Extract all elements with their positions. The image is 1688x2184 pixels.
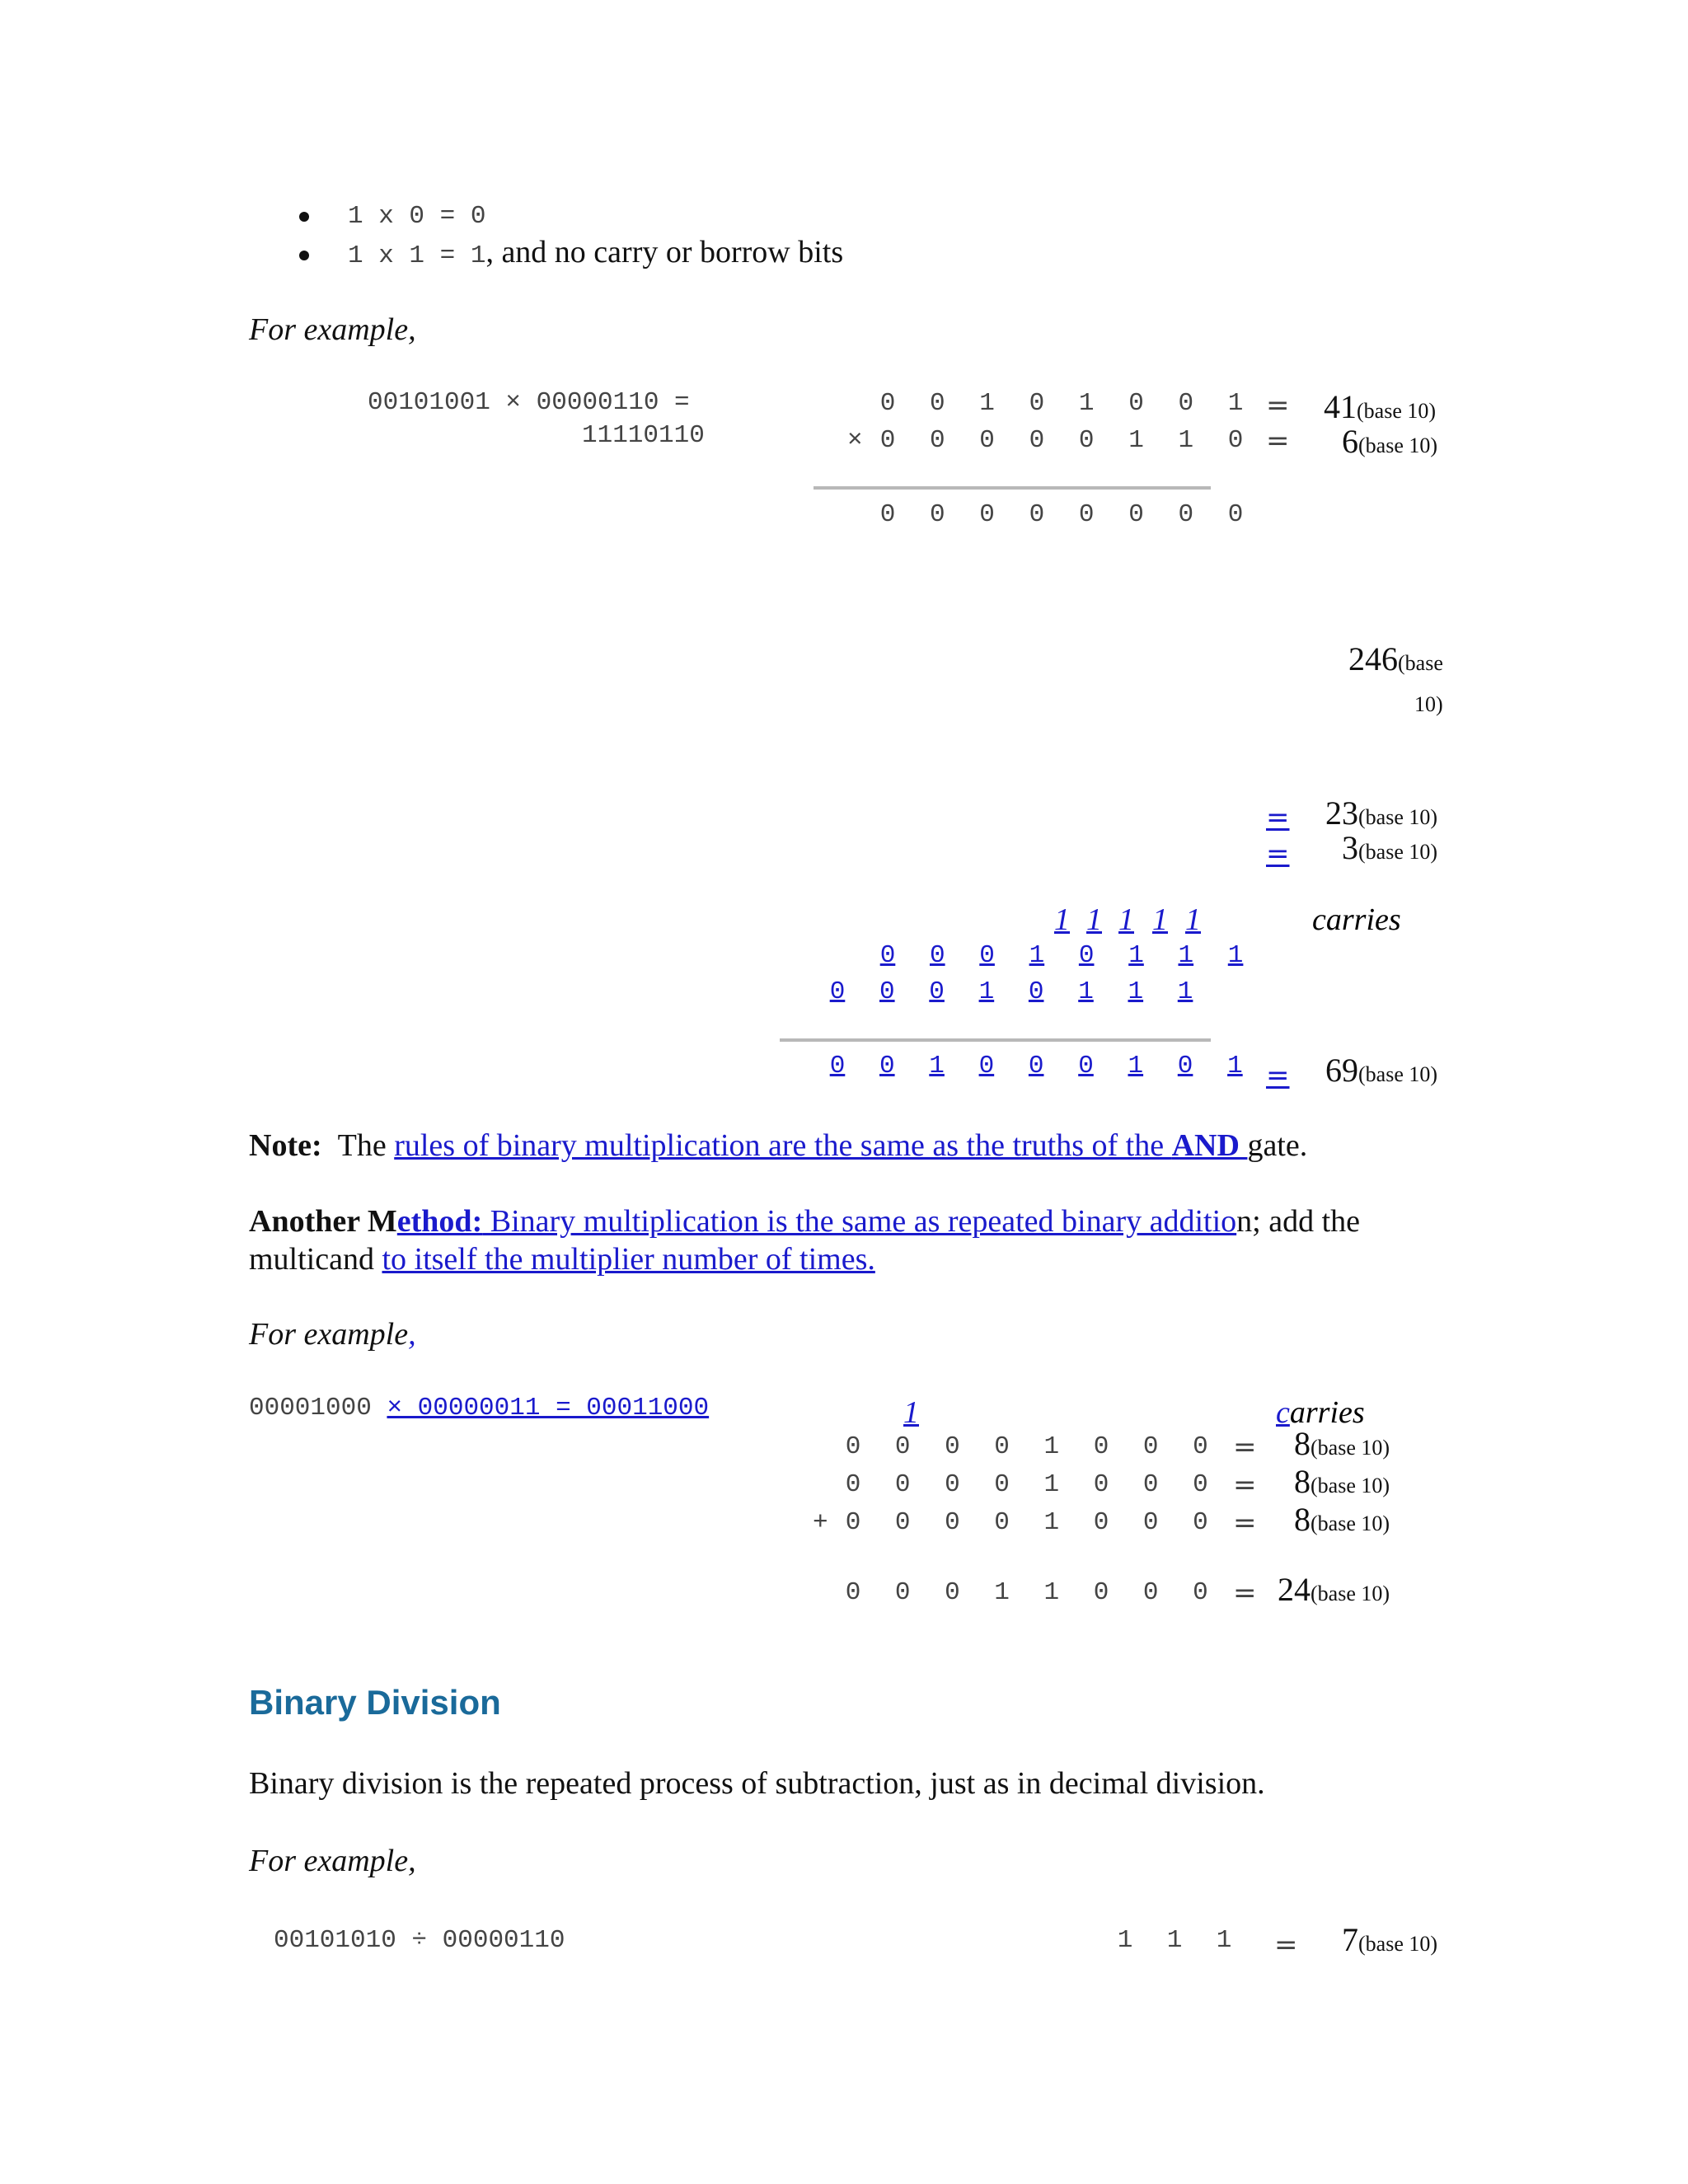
carry-digit[interactable]: 1 (1118, 902, 1134, 937)
binary-digit: 0 (845, 1578, 861, 1607)
for-example-label: For example, (249, 312, 416, 347)
value-number: 246 (1348, 640, 1398, 677)
binary-digit: 1 (1043, 1470, 1060, 1499)
binary-digit: 1 (979, 389, 995, 418)
binary-digit: 0 (1178, 500, 1194, 529)
another-method-line-1 (249, 1203, 1360, 1240)
binary-digit: 0 (994, 1470, 1010, 1499)
example1-value-246 (1348, 640, 1443, 678)
bullet-rule-text-2: , and no carry or borrow bits (485, 235, 844, 269)
binary-digit[interactable]: 0 (1028, 1052, 1044, 1080)
binary-digit: 0 (994, 1432, 1010, 1461)
and-gate-link[interactable]: AND (1171, 1128, 1248, 1163)
binary-digit: 0 (945, 1432, 960, 1461)
example1-value-6 (1342, 422, 1437, 461)
binary-digit: 0 (1128, 500, 1144, 529)
binary-digit: 0 (929, 389, 945, 418)
binary-digit: 0 (1078, 500, 1095, 529)
division-expression: 00101010 ÷ 00000110 (274, 1926, 565, 1955)
binary-digit: 0 (894, 1432, 911, 1461)
value-number: 8 (1294, 1425, 1311, 1462)
base-label: (base 10) (1311, 1436, 1390, 1460)
another-method-line-2 (249, 1241, 875, 1277)
quotient-digit: 1 (1117, 1926, 1133, 1955)
example3-carry[interactable]: 1 (903, 1395, 919, 1430)
bullet-rule-2 (348, 234, 843, 270)
for-example-text: For example (249, 1317, 409, 1352)
another-method-label-link[interactable]: ethod: (396, 1204, 483, 1239)
value-number: 8 (1294, 1501, 1311, 1538)
carry-digit[interactable]: 1 (1185, 902, 1201, 937)
example2-sum-rule (780, 1038, 1211, 1042)
bullet-rule-code-2: 1 x 1 = 1 (348, 241, 486, 270)
binary-digit[interactable]: 0 (879, 941, 896, 970)
binary-digit: 1 (1078, 389, 1095, 418)
binary-digit[interactable]: 1 (1227, 941, 1244, 970)
binary-digit: 0 (929, 426, 945, 455)
note-suffix: gate. (1247, 1128, 1308, 1163)
binary-digit[interactable]: 0 (929, 941, 945, 970)
division-paragraph: Binary division is the repeated process of subtraction, just as in decimal division. (249, 1766, 1265, 1801)
binary-digit[interactable]: 0 (879, 977, 895, 1006)
base-label: (base (1398, 651, 1443, 675)
value-number: 69 (1325, 1052, 1358, 1089)
binary-digit: 1 (1227, 389, 1244, 418)
note-label: Note: (249, 1128, 322, 1163)
example2-equals-1[interactable]: = (1266, 801, 1290, 834)
example2-value-3 (1342, 828, 1437, 867)
binary-digit: 1 (994, 1578, 1010, 1607)
binary-digit: 0 (945, 1508, 960, 1537)
carry-digit[interactable]: 1 (1054, 902, 1070, 937)
binary-digit: 0 (979, 500, 995, 529)
binary-digit: 0 (1142, 1470, 1159, 1499)
example1-result: 11110110 (582, 421, 705, 450)
carries-rest: arries (1289, 1395, 1365, 1430)
binary-digit: 0 (1078, 426, 1095, 455)
binary-digit[interactable]: 0 (829, 1052, 846, 1080)
another-method-label: Another M (249, 1204, 397, 1239)
binary-digit: 0 (1142, 1508, 1159, 1537)
binary-digit: 0 (1029, 500, 1045, 529)
division-value-7 (1342, 1920, 1437, 1959)
binary-digit[interactable]: 1 (1177, 977, 1193, 1006)
binary-digit: 0 (845, 1470, 861, 1499)
value-number: 3 (1342, 829, 1358, 866)
note-paragraph (249, 1127, 1307, 1164)
bullet-dot-1 (299, 212, 309, 222)
plus-sign: + (813, 1508, 828, 1537)
binary-digit: 0 (1142, 1578, 1159, 1607)
binary-digit: 0 (845, 1432, 861, 1461)
binary-digit[interactable]: 0 (829, 977, 846, 1006)
binary-digit[interactable]: 1 (1227, 1052, 1243, 1080)
binary-digit: 0 (1142, 1432, 1159, 1461)
base-label: (base 10) (1358, 805, 1438, 829)
equals-sign: = (1233, 1469, 1257, 1502)
example3-expression-link[interactable]: × 00000011 = 00011000 (387, 1394, 710, 1422)
example2-value-23 (1325, 794, 1437, 832)
binary-digit[interactable]: 0 (978, 1052, 995, 1080)
example1-times-sign: × (847, 426, 863, 455)
base-label: (base 10) (1311, 1474, 1390, 1497)
binary-digit[interactable]: 1 (978, 977, 995, 1006)
binary-digit[interactable]: 0 (979, 941, 995, 970)
base-label: (base 10) (1358, 840, 1438, 864)
example3-expression (249, 1394, 709, 1422)
example3-expression-plain: 00001000 (249, 1394, 387, 1422)
example1-value-246-base-wrap: 10) (1414, 692, 1443, 716)
quotient-digit: 1 (1216, 1926, 1232, 1955)
example2-value-69 (1325, 1051, 1437, 1090)
binary-digit: 0 (1128, 389, 1144, 418)
division-equals: = (1274, 1929, 1298, 1961)
binary-digit[interactable]: 1 (1128, 1052, 1144, 1080)
carry-digit[interactable]: 1 (1152, 902, 1168, 937)
division-for-example: For example, (249, 1844, 416, 1878)
sum-equals-sign: = (1233, 1577, 1257, 1610)
binary-digit: 0 (1093, 1578, 1109, 1607)
binary-digit: 1 (1043, 1578, 1060, 1607)
bullet-dot-2 (299, 251, 309, 260)
base-label: (base 10) (1358, 1062, 1438, 1086)
binary-digit: 0 (1178, 389, 1194, 418)
row-value (1294, 1462, 1390, 1501)
binary-digit[interactable]: 0 (1028, 977, 1044, 1006)
sum-value (1278, 1570, 1390, 1609)
binary-digit: 0 (1193, 1470, 1208, 1499)
value-number: 24 (1278, 1571, 1311, 1608)
binary-digit: 0 (845, 1508, 861, 1537)
binary-digit: 0 (879, 426, 896, 455)
binary-digit: 0 (1193, 1578, 1208, 1607)
binary-digit: 1 (1043, 1508, 1060, 1537)
base-label: (base 10) (1358, 434, 1438, 457)
example2-equals-2[interactable]: = (1266, 837, 1290, 870)
base-label: (base 10) (1357, 399, 1437, 423)
example2-carries-label: carries (1312, 902, 1401, 937)
bullet-rule-code-1: 1 x 0 = 0 (348, 202, 486, 231)
binary-digit[interactable]: 1 (1128, 977, 1144, 1006)
another-method-text: n; add the (1236, 1204, 1361, 1239)
base-label: (base 10) (1358, 1932, 1438, 1956)
binary-digit[interactable]: 0 (929, 977, 945, 1006)
note-prefix: The (337, 1128, 395, 1163)
value-number: 7 (1342, 1921, 1358, 1958)
binary-digit[interactable]: 0 (1177, 1052, 1193, 1080)
binary-digit: 0 (1227, 500, 1244, 529)
binary-digit: 1 (1043, 1432, 1060, 1461)
value-number: 41 (1324, 388, 1357, 425)
binary-digit: 0 (1193, 1432, 1208, 1461)
binary-division-heading: Binary Division (249, 1683, 501, 1722)
for-example-comma-link[interactable]: , (408, 1317, 416, 1352)
binary-digit: 0 (1029, 426, 1045, 455)
binary-digit: 0 (894, 1578, 911, 1607)
binary-digit[interactable]: 1 (1128, 941, 1144, 970)
binary-digit[interactable]: 0 (1078, 1052, 1094, 1080)
binary-digit: 0 (945, 1470, 960, 1499)
binary-digit[interactable]: 1 (1178, 941, 1194, 970)
binary-digit[interactable]: 1 (1078, 977, 1094, 1006)
multiplier-times-link[interactable]: to itself the multiplier number of times. (382, 1242, 875, 1277)
multicand-text: multicand (249, 1242, 382, 1277)
binary-digit[interactable]: 1 (1029, 941, 1045, 970)
binary-digit: 0 (979, 426, 995, 455)
example1-value-41 (1324, 387, 1436, 426)
value-number: 8 (1294, 1463, 1311, 1500)
example1-equals-1: = (1266, 389, 1290, 422)
binary-digit: 0 (879, 389, 896, 418)
binary-digit: 0 (1093, 1432, 1109, 1461)
binary-digit: 0 (945, 1578, 960, 1607)
row-value (1294, 1500, 1390, 1539)
row-value (1294, 1424, 1390, 1463)
binary-digit: 0 (1093, 1508, 1109, 1537)
binary-digit[interactable]: 0 (879, 1052, 895, 1080)
example2-sum-equals[interactable]: = (1266, 1059, 1290, 1092)
base-label: (base 10) (1311, 1511, 1390, 1535)
example1-expression: 00101001 × 00000110 = (368, 388, 690, 417)
quotient-digit: 1 (1166, 1926, 1183, 1955)
binary-digit: 0 (1193, 1508, 1208, 1537)
binary-digit: 0 (1093, 1470, 1109, 1499)
binary-digit: 0 (1029, 389, 1045, 418)
example1-sum-rule (814, 486, 1211, 490)
example1-equals-2: = (1266, 424, 1290, 457)
repeated-addition-link[interactable]: Binary multiplication is the same as repeated binary additio (482, 1204, 1237, 1239)
value-number: 23 (1325, 794, 1358, 832)
note-rules-link[interactable]: rules of binary multiplication are the same as the truths of the (394, 1128, 1172, 1163)
equals-sign: = (1233, 1507, 1257, 1540)
carry-digit[interactable]: 1 (1086, 902, 1102, 937)
binary-digit: 0 (894, 1470, 911, 1499)
binary-digit: 1 (1128, 426, 1144, 455)
binary-digit: 0 (994, 1508, 1010, 1537)
equals-sign: = (1233, 1431, 1257, 1464)
base-label: (base 10) (1311, 1582, 1390, 1605)
for-example-label-2 (249, 1316, 416, 1352)
binary-digit: 0 (929, 500, 945, 529)
binary-digit[interactable]: 1 (929, 1052, 945, 1080)
binary-digit: 0 (894, 1508, 911, 1537)
carries-c-link[interactable]: c (1276, 1395, 1290, 1430)
value-number: 6 (1342, 423, 1358, 460)
binary-digit[interactable]: 0 (1078, 941, 1095, 970)
binary-digit: 0 (879, 500, 896, 529)
binary-digit: 1 (1178, 426, 1194, 455)
binary-digit: 0 (1227, 426, 1244, 455)
